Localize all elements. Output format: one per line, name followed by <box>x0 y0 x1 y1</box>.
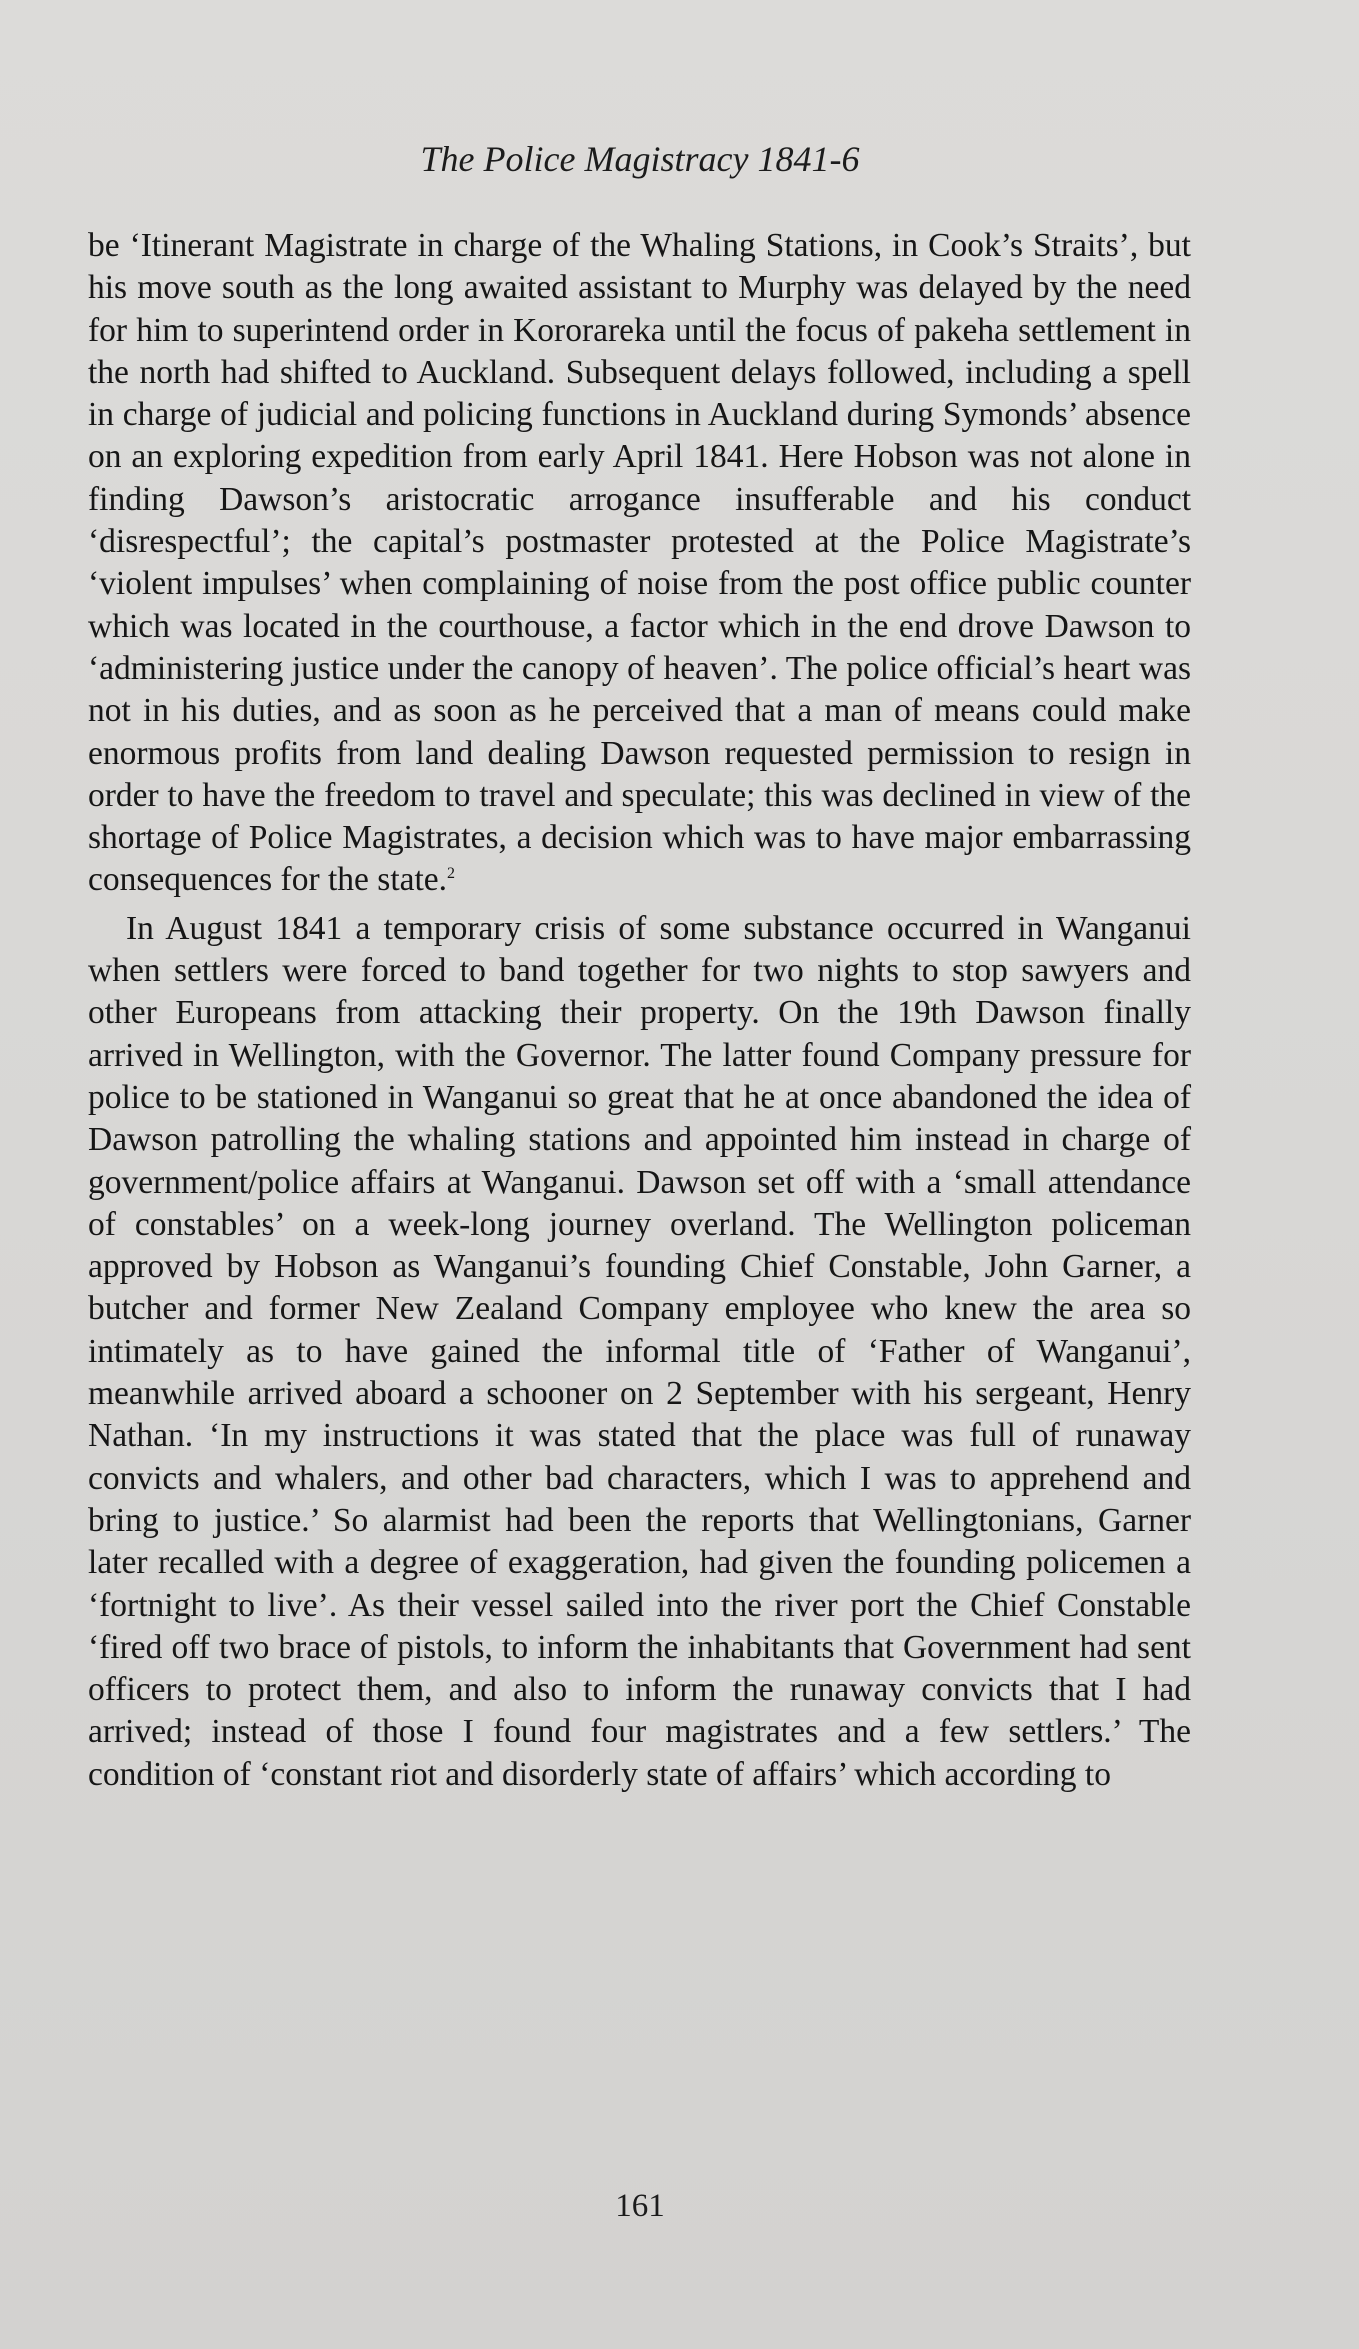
paragraph-2 <box>88 908 1191 1796</box>
footnote-marker: 2 <box>447 865 456 883</box>
paragraph-1-text: be ‘Itinerant Magistrate in charge of the Whaling Stations, in Cook’s Straits’, but his move south as the long awaited assistant to Murphy was delayed by the need for him to superintend order in Kororareka until the focus of pakeha settlement in the north had shifted to Auckland. Subsequent delays followed, including a spell in charge of judicial and policing functions in Auckland during Symonds’ absence on an exploring expedition from early April 1841. Here Hobson was not alone in finding Dawson’s aristocratic arrogance insufferable and his conduct ‘disrespectful’; the capital’s postmaster protested at the Police Magistrate’s ‘violent impulses’ when complaining of noise from the post office public counter which was located in the courthouse, a factor which in the end drove Dawson to ‘administering justice under the canopy of heaven’. The police official’s heart was not in his duties, and as soon as he perceived that a man of means could make enormous profits from land dealing Dawson requested permission to resign in order to have the freedom to travel and speculate; this was declined in view of the shortage of Police Magistrates, a decision which was to have major embarrassing consequences for the state. <box>88 227 1191 899</box>
paragraph-1 <box>88 225 1191 902</box>
page-number: 161 <box>615 2188 665 2224</box>
paragraph-2-text: In August 1841 a temporary crisis of some substance occurred in Wanganui when settlers were forced to band together for two nights to stop sawyers and other Europeans from attacking their property. On the 19th Dawson finally arrived in Wellington, with the Governor. The latter found Company pressure for police to be stationed in Wanganui so great that he at once abandoned the idea of Dawson patrolling the whaling stations and appointed him instead in charge of government/police affairs at Wanganui. Dawson set off with a ‘small attendance of constables’ on a week-long journey overland. The Wellington policeman approved by Hobson as Wanganui’s founding Chief Constable, John Garner, a butcher and former New Zealand Company employee who knew the area so intimately as to have gained the informal title of ‘Father of Wanganui’, meanwhile arrived aboard a schooner on 2 September with his sergeant, Henry Nathan. ‘In my instructions it was stated that the place was full of runaway convicts and whalers, and other bad characters, which I was to apprehend and bring to justice.’ So alarmist had been the reports that Wellingtonians, Garner later recalled with a degree of exaggeration, had given the founding policemen a ‘fortnight to live’. As their vessel sailed into the river port the Chief Constable ‘fired off two brace of pistols, to inform the inhabitants that Government had sent officers to protect them, and also to inform the runaway convicts that I had arrived; instead of those I found four magistrates and a few settlers.’ The condition of ‘constant riot and disorderly state of affairs’ which according to <box>88 909 1191 1793</box>
running-head: The Police Magistracy 1841-6 <box>420 139 860 179</box>
body-text <box>88 225 1191 1796</box>
